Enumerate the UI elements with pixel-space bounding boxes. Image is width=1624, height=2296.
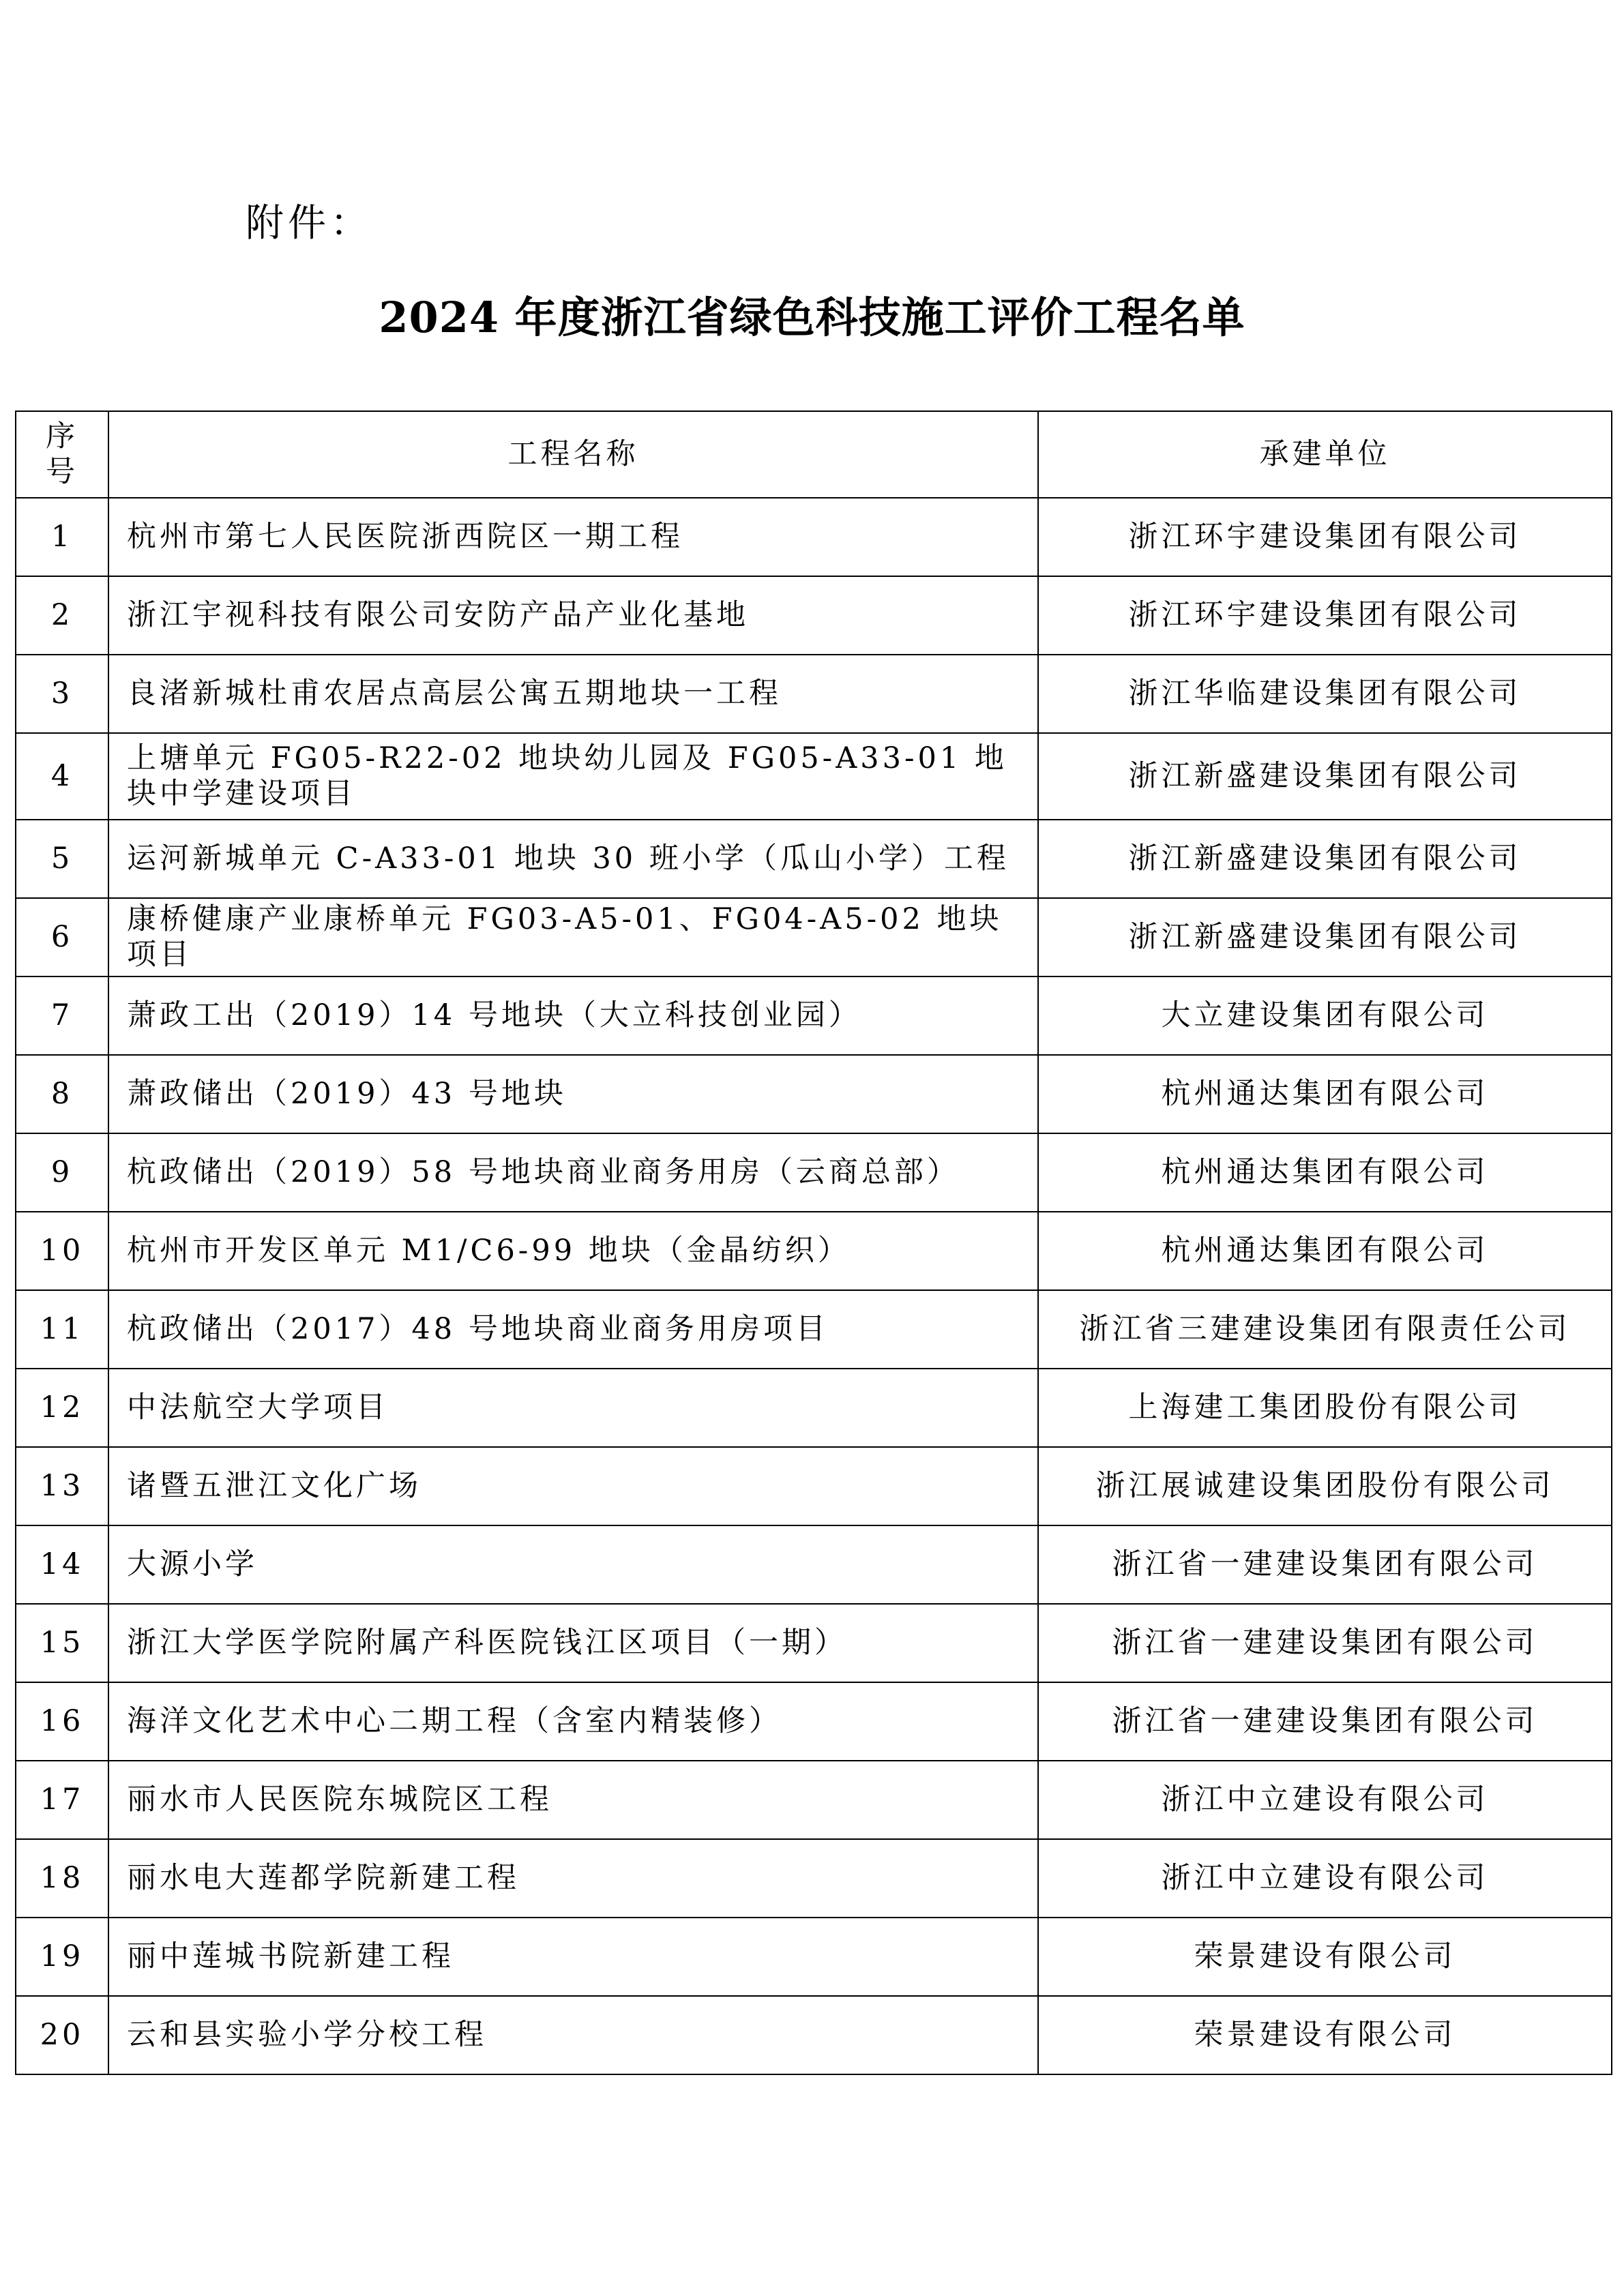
project-name: 浙江大学医学院附属产科医院钱江区项目（一期）: [108, 1604, 1038, 1682]
table-row: [16, 1682, 1612, 1761]
project-name: 杭政储出（2017）48 号地块商业商务用房项目: [108, 1290, 1038, 1369]
table-row: [16, 576, 1612, 655]
contractor-name: 浙江华临建设集团有限公司: [1038, 655, 1612, 733]
table-row: [16, 1290, 1612, 1369]
row-number: 6: [16, 898, 108, 976]
row-number: 8: [16, 1055, 108, 1133]
contractor-name: 大立建设集团有限公司: [1038, 976, 1612, 1055]
column-header-unit: 承建单位: [1038, 411, 1612, 498]
attachment-label: 附件：: [246, 201, 372, 245]
row-number: 4: [16, 733, 108, 820]
column-header-seq: [16, 411, 108, 498]
contractor-name: 浙江新盛建设集团有限公司: [1038, 898, 1612, 976]
project-table: [15, 411, 1612, 2075]
contractor-name: 杭州通达集团有限公司: [1038, 1055, 1612, 1133]
contractor-name: 浙江省一建建设集团有限公司: [1038, 1682, 1612, 1761]
table-row: [16, 1369, 1612, 1447]
table-row: [16, 820, 1612, 898]
row-number: 2: [16, 576, 108, 655]
contractor-name: 浙江新盛建设集团有限公司: [1038, 733, 1612, 820]
contractor-name: 杭州通达集团有限公司: [1038, 1133, 1612, 1212]
project-name: 康桥健康产业康桥单元 FG03-A5-01、FG04-A5-02 地块项目: [108, 898, 1038, 976]
row-number: 12: [16, 1369, 108, 1447]
row-number: 18: [16, 1839, 108, 1918]
contractor-name: 浙江新盛建设集团有限公司: [1038, 820, 1612, 898]
project-name: 杭州市开发区单元 M1/C6-99 地块（金晶纺织）: [108, 1212, 1038, 1290]
project-name: 中法航空大学项目: [108, 1369, 1038, 1447]
project-name: 丽水市人民医院东城院区工程: [108, 1761, 1038, 1839]
row-number: 14: [16, 1525, 108, 1604]
row-number: 17: [16, 1761, 108, 1839]
project-name: 丽中莲城书院新建工程: [108, 1918, 1038, 1996]
contractor-name: 浙江中立建设有限公司: [1038, 1761, 1612, 1839]
row-number: 1: [16, 498, 108, 576]
project-name: 大源小学: [108, 1525, 1038, 1604]
table-row: [16, 1055, 1612, 1133]
table-row: [16, 1996, 1612, 2074]
project-name: 杭州市第七人民医院浙西院区一期工程: [108, 498, 1038, 576]
page-title: 2024 年度浙江省绿色科技施工评价工程名单: [379, 293, 1245, 342]
table-row: [16, 1525, 1612, 1604]
column-header-seq-bottom: 号: [46, 454, 78, 489]
contractor-name: 浙江省一建建设集团有限公司: [1038, 1525, 1612, 1604]
row-number: 19: [16, 1918, 108, 1996]
contractor-name: 浙江展诚建设集团股份有限公司: [1038, 1447, 1612, 1525]
contractor-name: 荣景建设有限公司: [1038, 1996, 1612, 2074]
contractor-name: 浙江省三建建设集团有限责任公司: [1038, 1290, 1612, 1369]
project-name: 运河新城单元 C-A33-01 地块 30 班小学（瓜山小学）工程: [108, 820, 1038, 898]
table-row: [16, 1761, 1612, 1839]
contractor-name: 浙江中立建设有限公司: [1038, 1839, 1612, 1918]
row-number: 10: [16, 1212, 108, 1290]
row-number: 16: [16, 1682, 108, 1761]
row-number: 15: [16, 1604, 108, 1682]
row-number: 11: [16, 1290, 108, 1369]
table-row: [16, 1212, 1612, 1290]
contractor-name: 杭州通达集团有限公司: [1038, 1212, 1612, 1290]
project-name: 海洋文化艺术中心二期工程（含室内精装修）: [108, 1682, 1038, 1761]
row-number: 13: [16, 1447, 108, 1525]
project-name: 诸暨五泄江文化广场: [108, 1447, 1038, 1525]
table-row: [16, 898, 1612, 976]
contractor-name: 浙江省一建建设集团有限公司: [1038, 1604, 1612, 1682]
table-row: [16, 733, 1612, 820]
contractor-name: 上海建工集团股份有限公司: [1038, 1369, 1612, 1447]
table-row: [16, 498, 1612, 576]
table-row: [16, 1918, 1612, 1996]
table-row: [16, 1839, 1612, 1918]
row-number: 7: [16, 976, 108, 1055]
table-row: [16, 1447, 1612, 1525]
table-row: [16, 976, 1612, 1055]
row-number: 5: [16, 820, 108, 898]
contractor-name: 浙江环宇建设集团有限公司: [1038, 576, 1612, 655]
project-name: 丽水电大莲都学院新建工程: [108, 1839, 1038, 1918]
contractor-name: 浙江环宇建设集团有限公司: [1038, 498, 1612, 576]
project-name: 云和县实验小学分校工程: [108, 1996, 1038, 2074]
table-row: [16, 1133, 1612, 1212]
row-number: 9: [16, 1133, 108, 1212]
contractor-name: 荣景建设有限公司: [1038, 1918, 1612, 1996]
table-row: [16, 1604, 1612, 1682]
project-name: 浙江宇视科技有限公司安防产品产业化基地: [108, 576, 1038, 655]
project-name: 良渚新城杜甫农居点高层公寓五期地块一工程: [108, 655, 1038, 733]
column-header-name: 工程名称: [108, 411, 1038, 498]
project-name: 萧政工出（2019）14 号地块（大立科技创业园）: [108, 976, 1038, 1055]
row-number: 20: [16, 1996, 108, 2074]
project-name: 杭政储出（2019）58 号地块商业商务用房（云商总部）: [108, 1133, 1038, 1212]
table-header-row: [16, 411, 1612, 498]
row-number: 3: [16, 655, 108, 733]
column-header-seq-top: 序: [46, 419, 78, 453]
project-name: 萧政储出（2019）43 号地块: [108, 1055, 1038, 1133]
project-name: 上塘单元 FG05-R22-02 地块幼儿园及 FG05-A33-01 地块中学建设项目: [108, 733, 1038, 820]
table-row: [16, 655, 1612, 733]
